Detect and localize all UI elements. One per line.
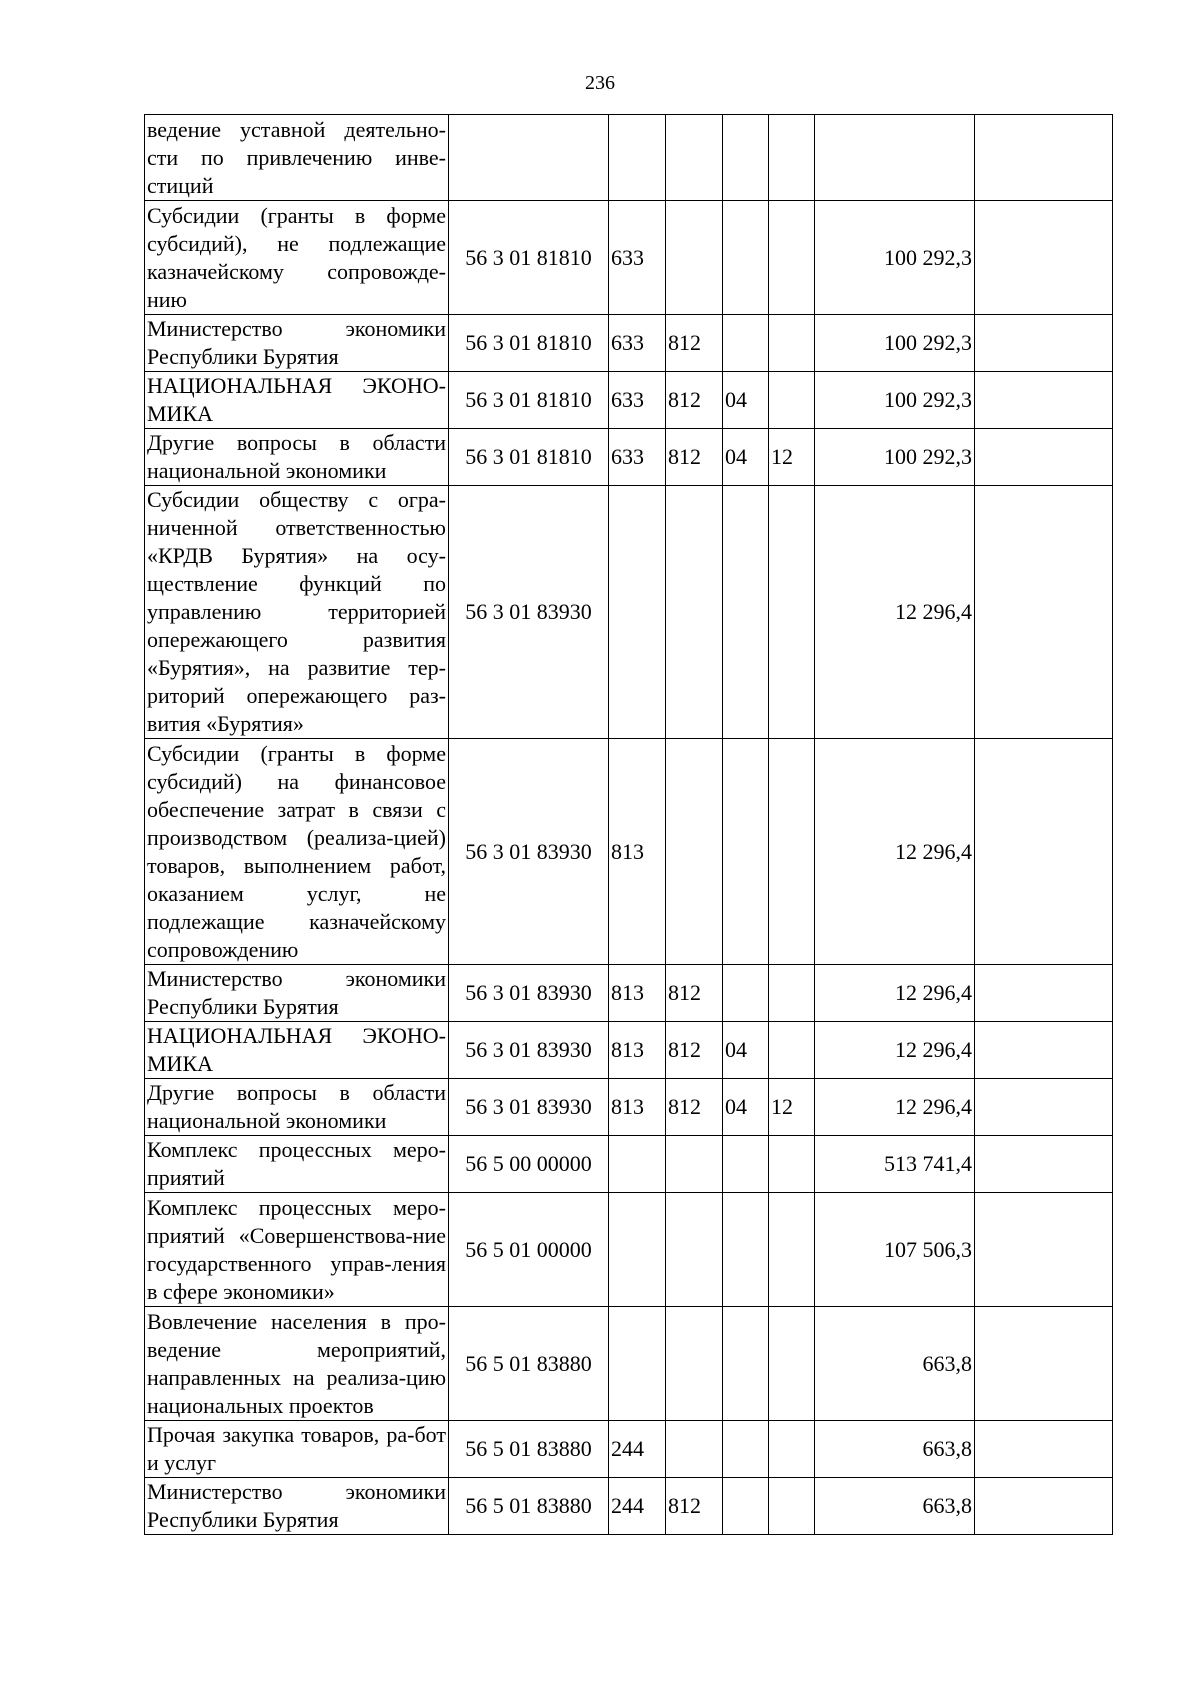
- table-row: [145, 1136, 1113, 1193]
- row-name-cell: ведение уставной деятельно-сти по привлечению инве-стиций: [145, 115, 449, 201]
- row-ministry-code-cell: 812: [666, 1022, 723, 1079]
- row-section-cell: 04: [723, 372, 769, 429]
- table-row: [145, 115, 1113, 201]
- row-amount-cell: 100 292,3: [815, 429, 975, 486]
- row-amount-cell: 12 296,4: [815, 965, 975, 1022]
- row-name-cell: Комплекс процессных меро-приятий: [145, 1136, 449, 1193]
- row-ministry-code-cell: [666, 201, 723, 315]
- row-subsection-cell: [769, 315, 815, 372]
- row-subsection-cell: [769, 965, 815, 1022]
- row-subsection-cell: [769, 1136, 815, 1193]
- row-target-code-cell: 56 3 01 81810: [449, 429, 609, 486]
- row-subsection-cell: [769, 1307, 815, 1421]
- row-extra-cell: [975, 1193, 1113, 1307]
- row-name-cell: Вовлечение населения в про-ведение мероприятий, направленных на реализа-цию национальных проектов: [145, 1307, 449, 1421]
- row-extra-cell: [975, 429, 1113, 486]
- row-extra-cell: [975, 1421, 1113, 1478]
- row-expense-type-cell: [609, 1136, 666, 1193]
- table-row: [145, 965, 1113, 1022]
- row-subsection-cell: [769, 115, 815, 201]
- row-section-cell: [723, 115, 769, 201]
- row-amount-cell: 100 292,3: [815, 201, 975, 315]
- row-amount-cell: 513 741,4: [815, 1136, 975, 1193]
- row-extra-cell: [975, 1136, 1113, 1193]
- row-ministry-code-cell: [666, 1136, 723, 1193]
- row-name-cell: Субсидии (гранты в форме субсидий), не подлежащие казначейскому сопровожде-нию: [145, 201, 449, 315]
- row-subsection-cell: 12: [769, 1079, 815, 1136]
- row-subsection-cell: [769, 201, 815, 315]
- row-amount-cell: 12 296,4: [815, 1079, 975, 1136]
- row-expense-type-cell: 813: [609, 1079, 666, 1136]
- row-expense-type-cell: 813: [609, 965, 666, 1022]
- row-amount-cell: 12 296,4: [815, 1022, 975, 1079]
- table-row: [145, 429, 1113, 486]
- row-amount-cell: 100 292,3: [815, 372, 975, 429]
- row-name-cell: Министерство экономики Республики Бурятия: [145, 315, 449, 372]
- row-ministry-code-cell: 812: [666, 965, 723, 1022]
- table-row: [145, 372, 1113, 429]
- row-name-cell: Министерство экономики Республики Бурятия: [145, 1478, 449, 1535]
- row-target-code-cell: 56 5 01 83880: [449, 1421, 609, 1478]
- row-expense-type-cell: 244: [609, 1478, 666, 1535]
- row-extra-cell: [975, 1079, 1113, 1136]
- table-row: [145, 201, 1113, 315]
- row-target-code-cell: [449, 115, 609, 201]
- row-expense-type-cell: 633: [609, 201, 666, 315]
- row-expense-type-cell: 813: [609, 739, 666, 965]
- table-row: [145, 315, 1113, 372]
- row-expense-type-cell: 244: [609, 1421, 666, 1478]
- row-section-cell: [723, 1193, 769, 1307]
- row-target-code-cell: 56 3 01 83930: [449, 1079, 609, 1136]
- row-subsection-cell: 12: [769, 429, 815, 486]
- row-subsection-cell: [769, 1421, 815, 1478]
- row-extra-cell: [975, 1307, 1113, 1421]
- row-extra-cell: [975, 372, 1113, 429]
- row-section-cell: [723, 201, 769, 315]
- row-target-code-cell: 56 3 01 83930: [449, 1022, 609, 1079]
- row-target-code-cell: 56 5 01 83880: [449, 1478, 609, 1535]
- page-number: 236: [585, 72, 615, 94]
- row-expense-type-cell: 633: [609, 315, 666, 372]
- row-amount-cell: 12 296,4: [815, 739, 975, 965]
- row-extra-cell: [975, 201, 1113, 315]
- row-subsection-cell: [769, 486, 815, 739]
- row-target-code-cell: 56 3 01 81810: [449, 315, 609, 372]
- row-name-cell: Прочая закупка товаров, ра-бот и услуг: [145, 1421, 449, 1478]
- row-expense-type-cell: 813: [609, 1022, 666, 1079]
- row-ministry-code-cell: [666, 115, 723, 201]
- row-target-code-cell: 56 3 01 81810: [449, 372, 609, 429]
- row-section-cell: [723, 739, 769, 965]
- row-subsection-cell: [769, 1022, 815, 1079]
- row-name-cell: Комплекс процессных меро-приятий «Совершенствова-ние государственного управ-ления в сфере экономики»: [145, 1193, 449, 1307]
- row-subsection-cell: [769, 1478, 815, 1535]
- row-extra-cell: [975, 965, 1113, 1022]
- row-ministry-code-cell: 812: [666, 372, 723, 429]
- row-expense-type-cell: [609, 1193, 666, 1307]
- row-section-cell: [723, 315, 769, 372]
- table-row: [145, 739, 1113, 965]
- row-name-cell: НАЦИОНАЛЬНАЯ ЭКОНО-МИКА: [145, 372, 449, 429]
- table-row: [145, 1079, 1113, 1136]
- row-target-code-cell: 56 3 01 83930: [449, 486, 609, 739]
- row-name-cell: НАЦИОНАЛЬНАЯ ЭКОНО-МИКА: [145, 1022, 449, 1079]
- row-name-cell: Субсидии обществу с огра-ниченной ответственностью «КРДВ Бурятия» на осу-ществление функций по управлению территорией опережающего развития «Бурятия», на развитие тер-риторий опережающего раз-вития «Бурятия»: [145, 486, 449, 739]
- table-row: [145, 1193, 1113, 1307]
- row-subsection-cell: [769, 372, 815, 429]
- row-expense-type-cell: [609, 1307, 666, 1421]
- row-section-cell: 04: [723, 1079, 769, 1136]
- row-ministry-code-cell: 812: [666, 1478, 723, 1535]
- row-section-cell: [723, 486, 769, 739]
- row-expense-type-cell: [609, 115, 666, 201]
- budget-table-body: [145, 115, 1113, 1535]
- row-ministry-code-cell: 812: [666, 315, 723, 372]
- row-section-cell: 04: [723, 1022, 769, 1079]
- table-row: [145, 486, 1113, 739]
- row-expense-type-cell: 633: [609, 372, 666, 429]
- table-row: [145, 1307, 1113, 1421]
- row-target-code-cell: 56 5 01 00000: [449, 1193, 609, 1307]
- row-ministry-code-cell: 812: [666, 429, 723, 486]
- row-amount-cell: 663,8: [815, 1478, 975, 1535]
- row-amount-cell: 663,8: [815, 1421, 975, 1478]
- row-amount-cell: 107 506,3: [815, 1193, 975, 1307]
- row-ministry-code-cell: [666, 1193, 723, 1307]
- row-expense-type-cell: [609, 486, 666, 739]
- row-section-cell: 04: [723, 429, 769, 486]
- row-name-cell: Министерство экономики Республики Бурятия: [145, 965, 449, 1022]
- row-target-code-cell: 56 5 01 83880: [449, 1307, 609, 1421]
- row-section-cell: [723, 1307, 769, 1421]
- row-subsection-cell: [769, 739, 815, 965]
- row-ministry-code-cell: [666, 1421, 723, 1478]
- row-amount-cell: 12 296,4: [815, 486, 975, 739]
- row-extra-cell: [975, 1022, 1113, 1079]
- row-target-code-cell: 56 3 01 81810: [449, 201, 609, 315]
- row-name-cell: Другие вопросы в области национальной экономики: [145, 429, 449, 486]
- row-section-cell: [723, 965, 769, 1022]
- table-row: [145, 1421, 1113, 1478]
- row-extra-cell: [975, 115, 1113, 201]
- row-extra-cell: [975, 739, 1113, 965]
- row-target-code-cell: 56 3 01 83930: [449, 965, 609, 1022]
- row-amount-cell: 100 292,3: [815, 315, 975, 372]
- row-ministry-code-cell: 812: [666, 1079, 723, 1136]
- row-section-cell: [723, 1478, 769, 1535]
- row-target-code-cell: 56 3 01 83930: [449, 739, 609, 965]
- row-subsection-cell: [769, 1193, 815, 1307]
- row-name-cell: Субсидии (гранты в форме субсидий) на финансовое обеспечение затрат в связи с производством (реализа-цией) товаров, выполнением работ, оказанием услуг, не подлежащие казначейскому сопровождению: [145, 739, 449, 965]
- row-extra-cell: [975, 486, 1113, 739]
- row-section-cell: [723, 1421, 769, 1478]
- row-name-cell: Другие вопросы в области национальной экономики: [145, 1079, 449, 1136]
- row-ministry-code-cell: [666, 739, 723, 965]
- table-row: [145, 1022, 1113, 1079]
- row-section-cell: [723, 1136, 769, 1193]
- row-extra-cell: [975, 315, 1113, 372]
- row-target-code-cell: 56 5 00 00000: [449, 1136, 609, 1193]
- row-ministry-code-cell: [666, 1307, 723, 1421]
- row-amount-cell: 663,8: [815, 1307, 975, 1421]
- row-ministry-code-cell: [666, 486, 723, 739]
- budget-table: [144, 114, 1113, 1535]
- row-extra-cell: [975, 1478, 1113, 1535]
- row-expense-type-cell: 633: [609, 429, 666, 486]
- row-amount-cell: [815, 115, 975, 201]
- table-row: [145, 1478, 1113, 1535]
